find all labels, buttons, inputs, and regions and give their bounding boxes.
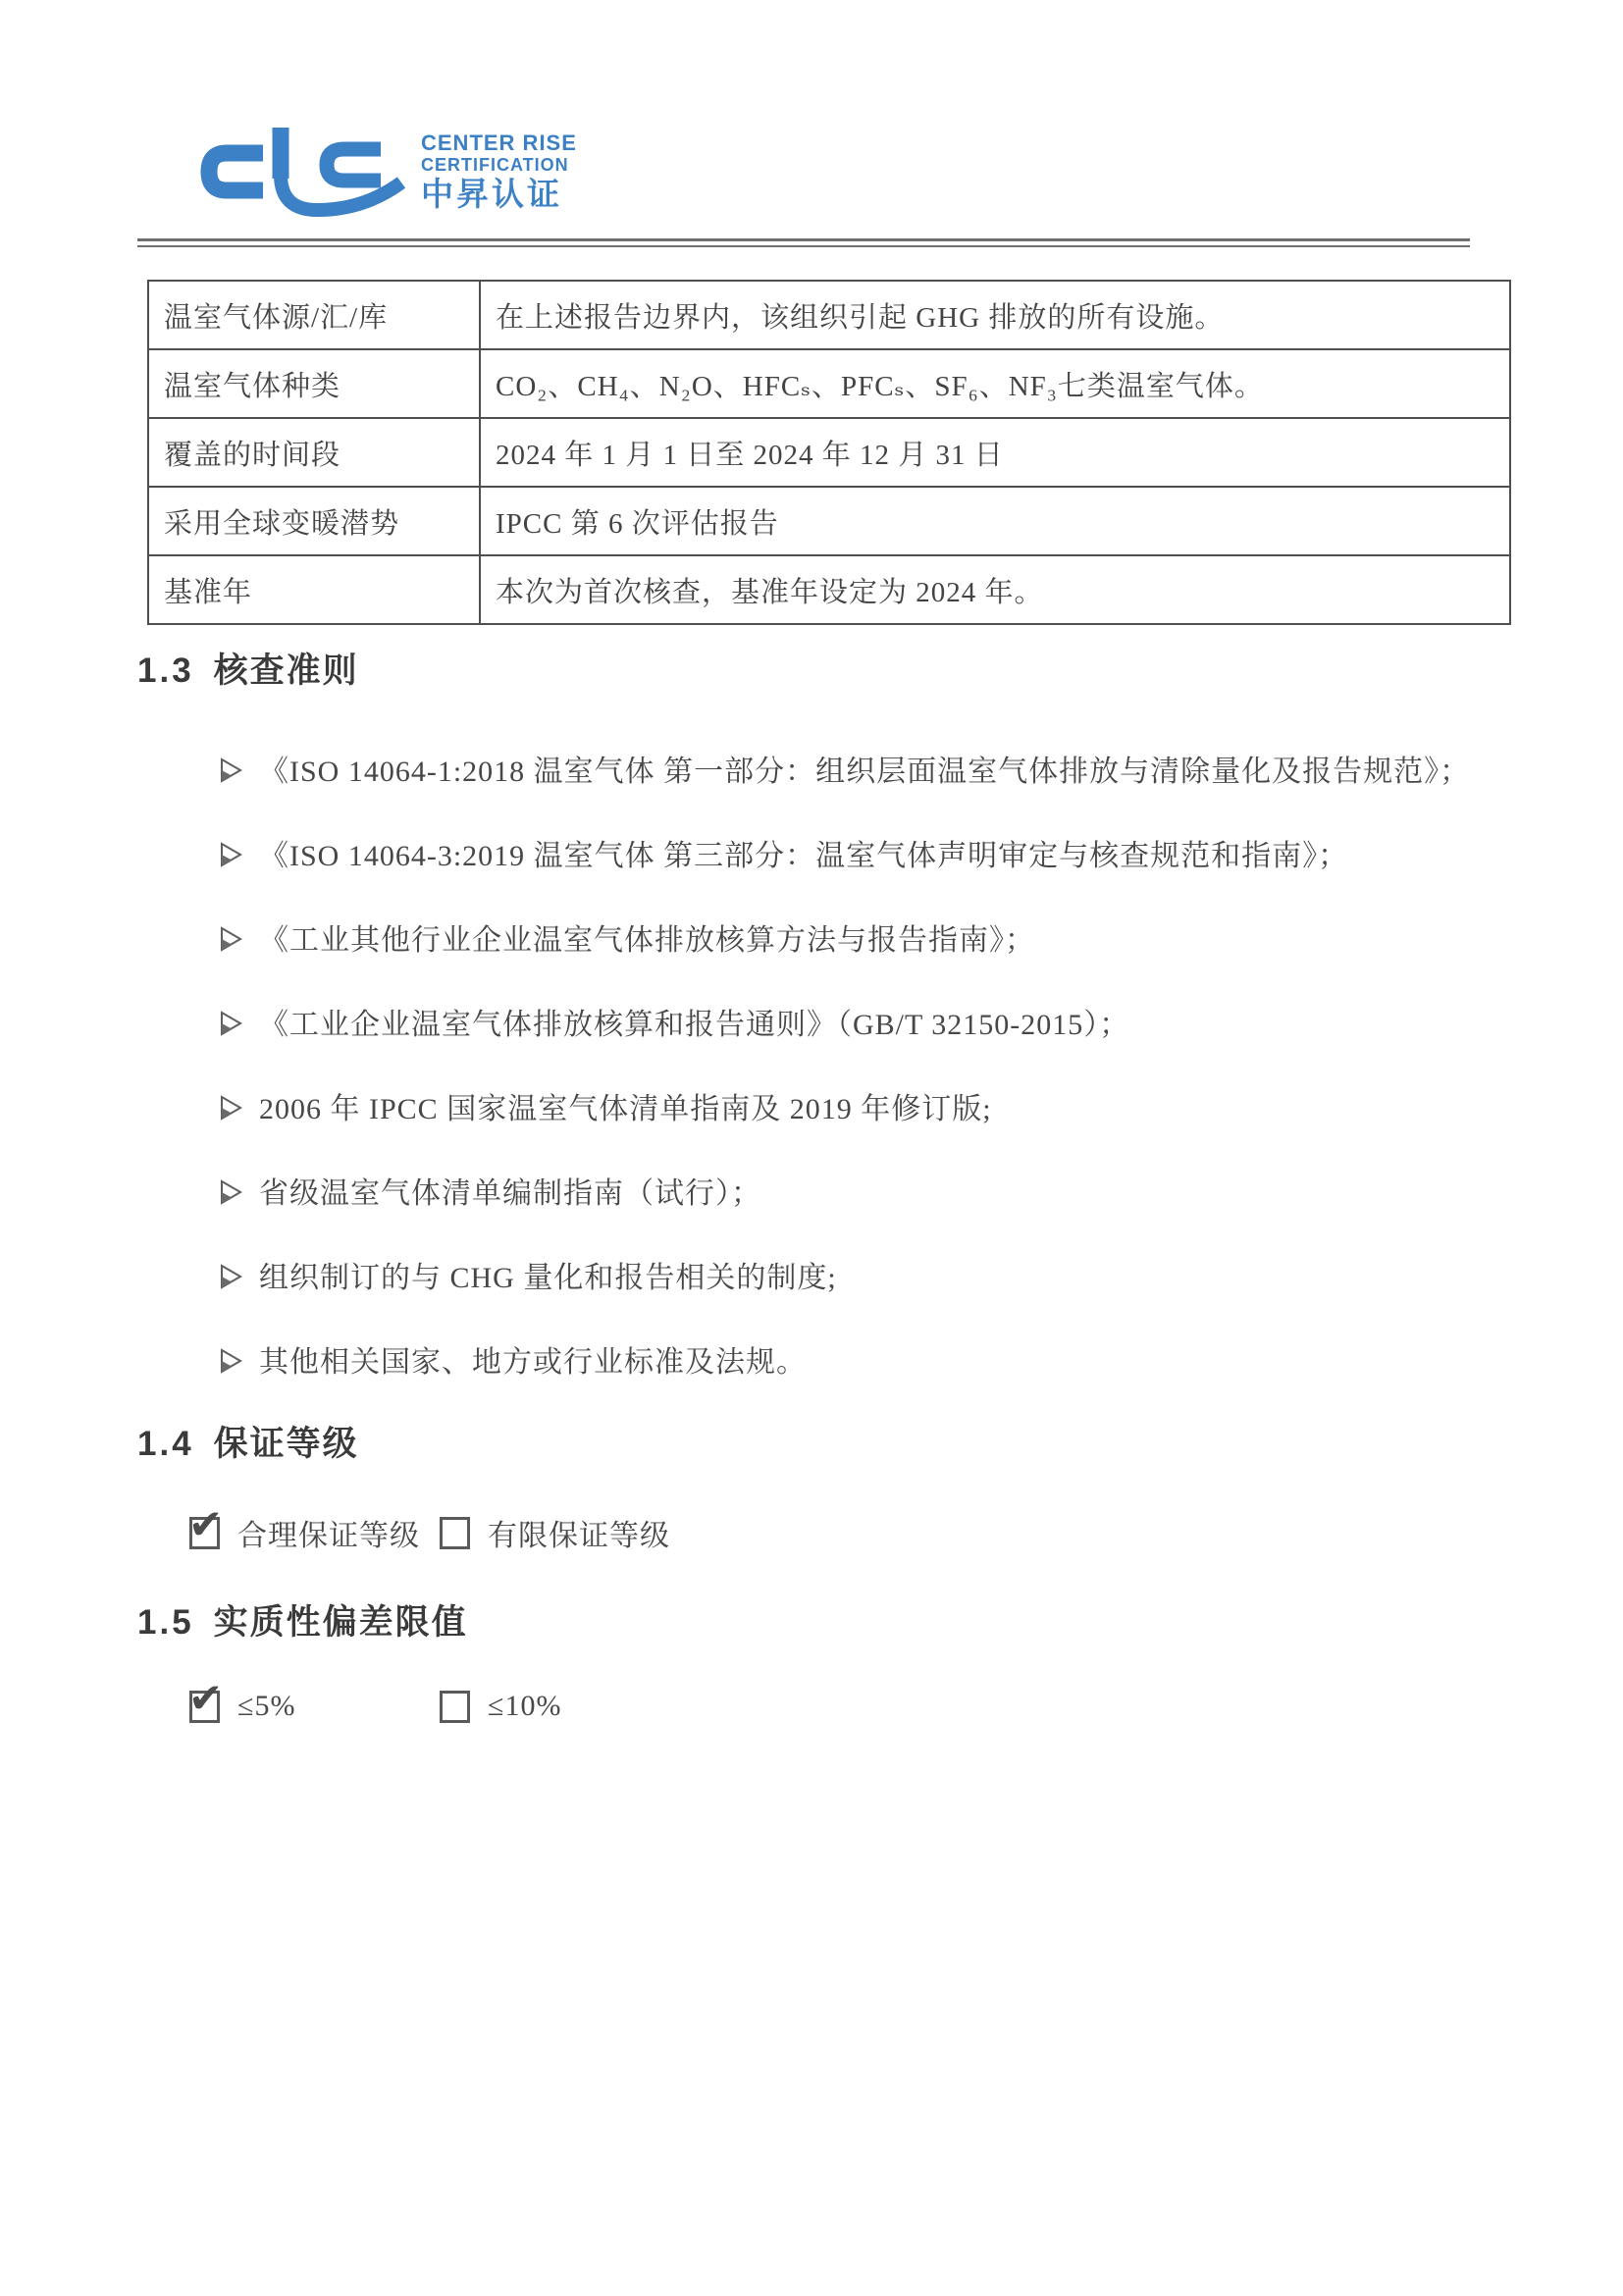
main-content — [137, 650, 1492, 1725]
section-heading-1-4 — [137, 1423, 1492, 1466]
check-mark-icon: ✔ — [188, 1499, 224, 1548]
option-label: ≤10% — [488, 1690, 562, 1722]
section-heading-1-3 — [137, 650, 1492, 693]
list-item-text: 《工业企业温室气体排放核算和报告通则》（GB/T 32150-2015）； — [259, 1009, 1130, 1041]
ghg-info-table — [147, 280, 1511, 625]
list-item — [137, 1236, 1492, 1321]
list-item-text: 省级温室气体清单编制指南（试行）； — [259, 1177, 761, 1210]
header-divider — [137, 238, 1470, 247]
crc-monogram-icon — [180, 116, 415, 224]
row-value: 在上述报告边界内，该组织引起 GHG 排放的所有设施。 — [480, 281, 1510, 349]
logo-line-3: 中昇认证 — [421, 176, 562, 212]
row-value: 本次为首次核查，基准年设定为 2024 年。 — [480, 555, 1510, 624]
list-item — [137, 983, 1492, 1068]
row-label: 覆盖的时间段 — [148, 418, 480, 487]
table-row — [148, 349, 1510, 418]
section-title: 核查准则 — [213, 652, 359, 690]
section-title: 实质性偏差限值 — [213, 1603, 468, 1642]
checkbox-unchecked-icon[interactable] — [440, 1517, 470, 1549]
logo-line-1: CENTER RISE — [421, 130, 577, 155]
option-label: 有限保证等级 — [488, 1520, 670, 1552]
list-item — [137, 899, 1492, 983]
section-number: 1.5 — [137, 1603, 194, 1642]
list-item — [137, 1321, 1492, 1405]
table-row — [148, 418, 1510, 487]
arrowhead-bullet-icon — [218, 1011, 243, 1036]
row-label: 采用全球变暖潜势 — [148, 487, 480, 555]
assurance-options — [137, 1499, 1492, 1552]
arrowhead-bullet-icon — [218, 1348, 243, 1374]
arrowhead-bullet-icon — [218, 1264, 243, 1289]
list-item — [137, 730, 1492, 814]
arrowhead-bullet-icon — [218, 1095, 243, 1121]
checkbox-unchecked-icon[interactable] — [440, 1691, 470, 1723]
list-item-text: 《ISO 14064-3:2019 温室气体 第三部分：温室气体声明审定与核查规范和指南》； — [259, 840, 1349, 872]
list-item-text: 《工业其他行业企业温室气体排放核算方法与报告指南》； — [259, 924, 1035, 957]
row-label: 温室气体源/汇/库 — [148, 281, 480, 349]
arrowhead-bullet-icon — [218, 1179, 243, 1205]
logo-wordmark — [421, 131, 577, 214]
option-label: ≤5% — [237, 1690, 296, 1722]
section-number: 1.4 — [137, 1425, 194, 1463]
check-mark-icon: ✔ — [188, 1673, 224, 1722]
materiality-options — [137, 1673, 1492, 1725]
list-item-text: 2006 年 IPCC 国家温室气体清单指南及 2019 年修订版; — [259, 1093, 992, 1125]
list-item-text: 组织制订的与 CHG 量化和报告相关的制度; — [259, 1262, 837, 1294]
header-logo — [180, 116, 577, 224]
row-value: 2024 年 1 月 1 日至 2024 年 12 月 31 日 — [480, 418, 1510, 487]
list-item-text: 《ISO 14064-1:2018 温室气体 第一部分：组织层面温室气体排放与清除量化及报告规范》； — [259, 756, 1471, 788]
list-item-text: 其他相关国家、地方或行业标准及法规。 — [259, 1346, 807, 1379]
section-heading-1-5 — [137, 1601, 1492, 1644]
option-limited-assurance — [440, 1511, 670, 1554]
table-row — [148, 487, 1510, 555]
arrowhead-bullet-icon — [218, 926, 243, 952]
table-row — [148, 281, 1510, 349]
logo-line-2: CERTIFICATION — [421, 155, 569, 175]
arrowhead-bullet-icon — [218, 757, 243, 783]
checkbox-checked-icon[interactable] — [188, 1673, 224, 1723]
arrowhead-bullet-icon — [218, 842, 243, 867]
table-row — [148, 555, 1510, 624]
row-label: 温室气体种类 — [148, 349, 480, 418]
option-threshold-10 — [440, 1690, 561, 1723]
list-item — [137, 814, 1492, 899]
option-threshold-5 — [188, 1673, 1492, 1723]
list-item — [137, 1152, 1492, 1236]
row-value: CO₂、CH₄、N₂O、HFCₛ、PFCₛ、SF₆、NF₃七类温室气体。 — [480, 349, 1510, 418]
section-title: 保证等级 — [213, 1425, 359, 1463]
row-value: IPCC 第 6 次评估报告 — [480, 487, 1510, 555]
option-reasonable-assurance — [188, 1499, 1492, 1554]
list-item — [137, 1068, 1492, 1152]
row-label: 基准年 — [148, 555, 480, 624]
criteria-list — [137, 730, 1492, 1405]
option-label: 合理保证等级 — [237, 1520, 420, 1552]
checkbox-checked-icon[interactable] — [188, 1499, 224, 1549]
section-number: 1.3 — [137, 652, 194, 690]
